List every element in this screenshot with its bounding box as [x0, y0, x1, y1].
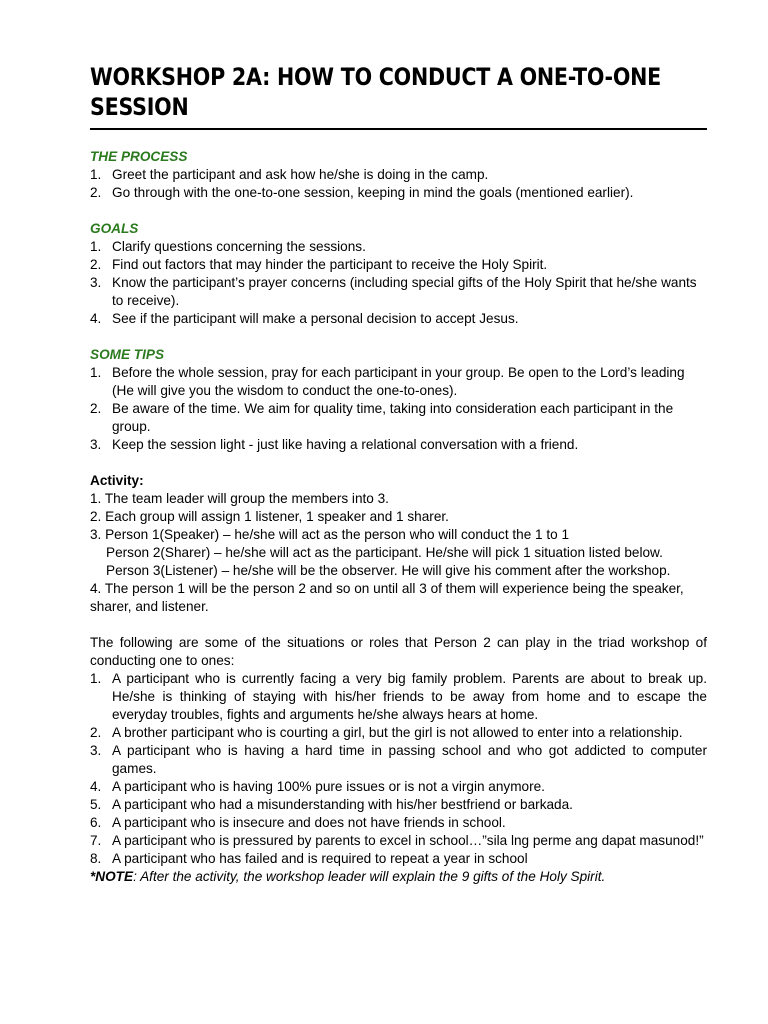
goals-list	[90, 238, 707, 328]
item-number: 3.	[90, 437, 102, 452]
activity-line: 2. Each group will assign 1 listener, 1 speaker and 1 sharer.	[90, 509, 449, 524]
item-number: 2.	[90, 725, 102, 740]
list-item	[90, 400, 707, 436]
item-number: 2.	[90, 257, 102, 272]
activity-line-text: Person 3(Listener) – he/she will be the observer. He will give his comment after the workshop.	[106, 563, 671, 578]
list-item	[90, 778, 707, 796]
goals-section	[90, 220, 707, 328]
note-text	[90, 868, 707, 886]
list-item	[90, 814, 707, 832]
list-item	[90, 436, 707, 454]
item-text: A participant who is insecure and does not have friends in school.	[112, 815, 506, 830]
list-item	[90, 850, 707, 868]
list-item	[90, 238, 707, 256]
title-line-2: SESSION	[90, 93, 189, 121]
list-item	[90, 256, 707, 274]
item-text: Be aware of the time. We aim for quality time, taking into consideration each participant in the group.	[112, 401, 674, 434]
item-text: Know the participant’s prayer concerns (including special gifts of the Holy Spirit that he/she wants to receive).	[112, 275, 697, 308]
list-item	[90, 796, 707, 814]
document-title	[90, 62, 692, 122]
process-list	[90, 166, 707, 202]
document-content	[90, 62, 707, 886]
item-text: Keep the session light - just like having a relational conversation with a friend.	[112, 437, 579, 452]
situations-section	[90, 634, 707, 886]
note-label: *NOTE	[90, 869, 134, 884]
item-number: 6.	[90, 815, 102, 830]
item-number: 2.	[90, 401, 102, 416]
tips-list	[90, 364, 707, 454]
item-number: 3.	[90, 743, 102, 758]
item-text: A participant who is having 100% pure issues or is not a virgin anymore.	[112, 779, 545, 794]
title-line-1: WORKSHOP 2A: HOW TO CONDUCT A ONE-TO-ONE	[90, 63, 661, 91]
process-heading: THE PROCESS	[90, 149, 188, 164]
item-text: A brother participant who is courting a girl, but the girl is not allowed to enter into a relationship.	[112, 725, 683, 740]
tips-heading: SOME TIPS	[90, 347, 165, 362]
activity-line: 4. The person 1 will be the person 2 and so on until all 3 of them will experience being the speaker, sharer, and listener.	[90, 581, 684, 614]
item-text: A participant who is currently facing a very big family problem. Parents are about to break up. He/she is thinking of staying with his/her friends to be away from home and to escape the everyday troubles, fights and arguments he/she always hears at home.	[112, 671, 707, 722]
list-item	[90, 184, 707, 202]
item-number: 8.	[90, 851, 102, 866]
activity-heading: Activity:	[90, 473, 144, 488]
list-item	[90, 274, 707, 310]
goals-heading: GOALS	[90, 221, 139, 236]
situations-list	[90, 670, 707, 868]
title-rule	[90, 128, 707, 130]
item-number: 5.	[90, 797, 102, 812]
note-body: : After the activity, the workshop leader will explain the 9 gifts of the Holy Spirit.	[133, 869, 606, 884]
item-number: 4.	[90, 779, 102, 794]
list-item	[90, 832, 707, 850]
item-number: 2.	[90, 185, 102, 200]
item-text: A participant who is pressured by parents to excel in school…”sila lng perme ang dapat masunod!”	[112, 833, 704, 848]
item-text: A participant who has failed and is required to repeat a year in school	[112, 851, 528, 866]
item-number: 1.	[90, 365, 102, 380]
activity-section	[90, 472, 707, 616]
process-section	[90, 148, 707, 202]
activity-line: 3. Person 1(Speaker) – he/she will act as the person who will conduct the 1 to 1	[90, 527, 570, 542]
item-number: 3.	[90, 275, 102, 290]
list-item	[90, 670, 707, 724]
item-number: 1.	[90, 239, 102, 254]
activity-line-text: Person 2(Sharer) – he/she will act as the participant. He/she will pick 1 situation listed below.	[106, 545, 663, 560]
list-item	[90, 742, 707, 778]
item-text: Before the whole session, pray for each participant in your group. Be open to the Lord’s leading (He will give you the wisdom to conduct the one-to-ones).	[112, 365, 685, 398]
list-item	[90, 364, 707, 400]
activity-line	[90, 544, 707, 562]
item-number: 1.	[90, 671, 102, 686]
situations-intro: The following are some of the situations or roles that Person 2 can play in the triad workshop of conducting one to ones:	[90, 635, 707, 668]
tips-section	[90, 346, 707, 454]
item-number: 4.	[90, 311, 102, 326]
item-text: A participant who is having a hard time in passing school and who got addicted to computer games.	[112, 743, 707, 776]
item-number: 1.	[90, 167, 102, 182]
item-text: Find out factors that may hinder the participant to receive the Holy Spirit.	[112, 257, 548, 272]
item-text: Greet the participant and ask how he/she is doing in the camp.	[112, 167, 489, 182]
list-item	[90, 166, 707, 184]
list-item	[90, 724, 707, 742]
item-text: Go through with the one-to-one session, keeping in mind the goals (mentioned earlier).	[112, 185, 634, 200]
activity-line: 1. The team leader will group the members into 3.	[90, 491, 389, 506]
item-text: A participant who had a misunderstanding with his/her bestfriend or barkada.	[112, 797, 573, 812]
item-text: See if the participant will make a personal decision to accept Jesus.	[112, 311, 519, 326]
item-number: 7.	[90, 833, 102, 848]
item-text: Clarify questions concerning the sessions.	[112, 239, 366, 254]
list-item	[90, 310, 707, 328]
activity-line	[90, 562, 707, 580]
